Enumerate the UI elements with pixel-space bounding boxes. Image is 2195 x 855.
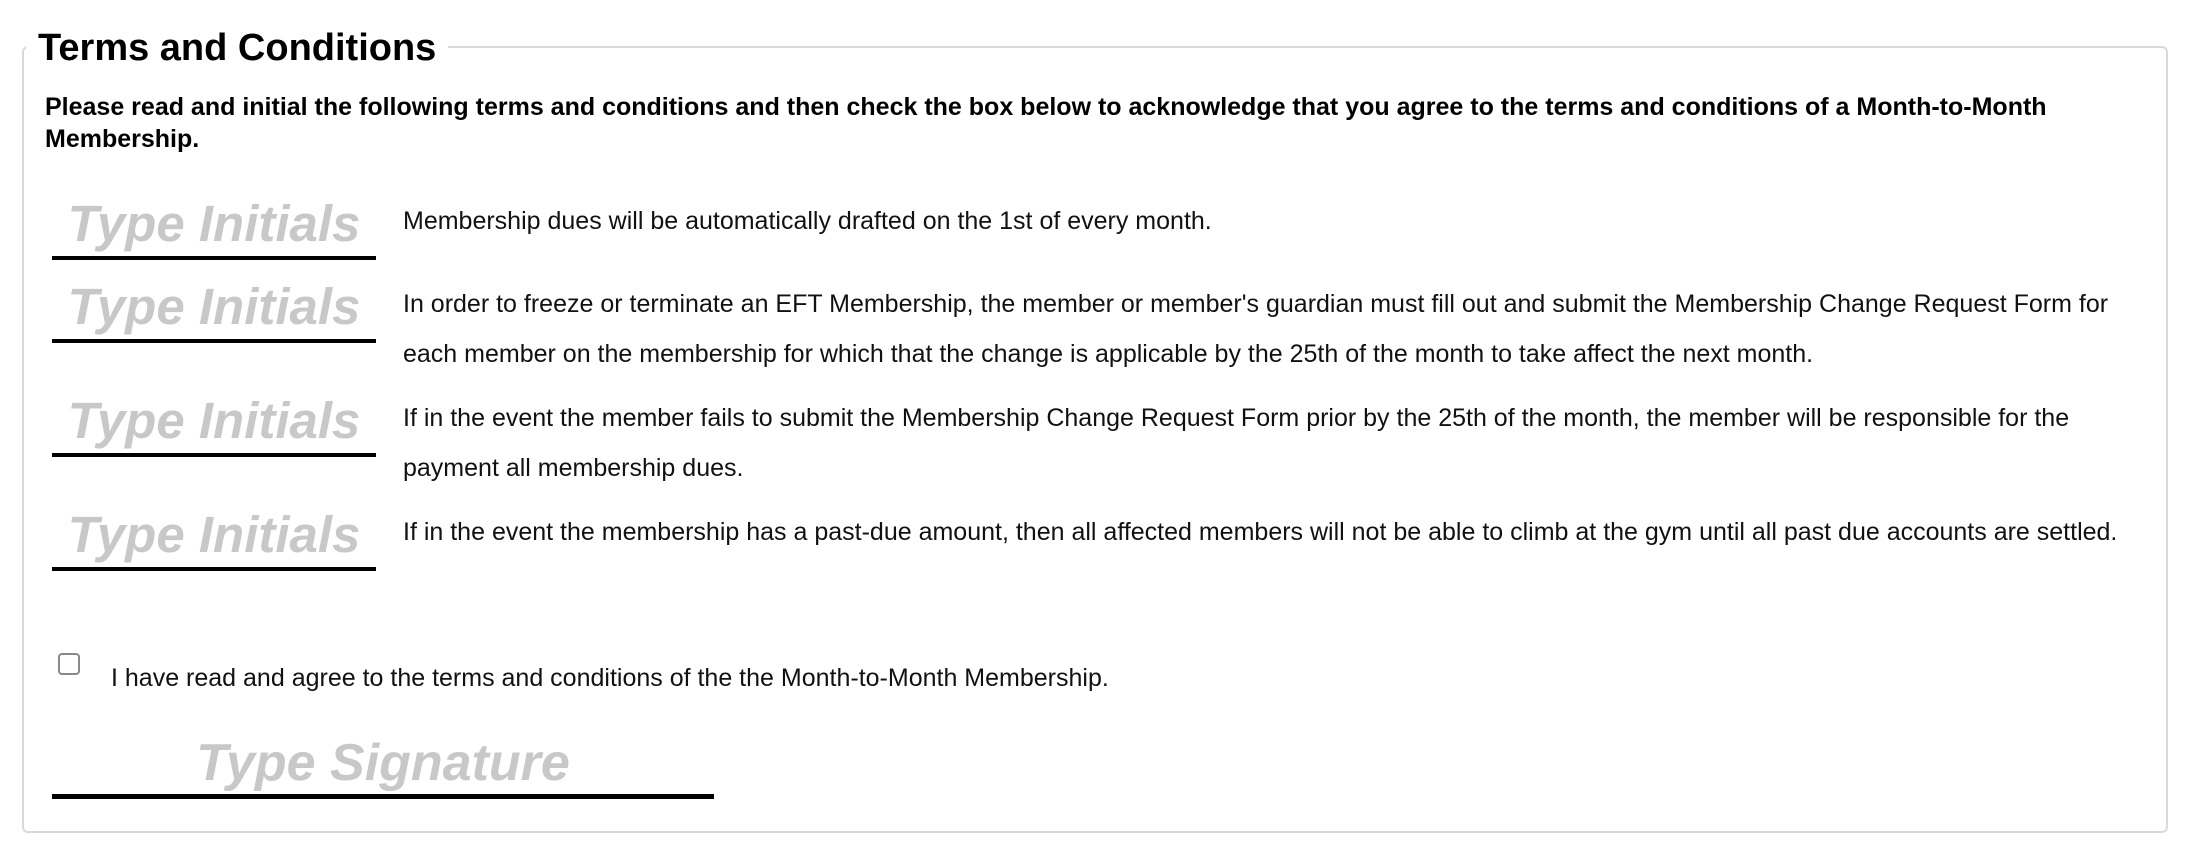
initials-field-1[interactable]: Type Initials bbox=[52, 196, 376, 260]
section-title: Terms and Conditions bbox=[26, 20, 448, 76]
initials-field-4[interactable]: Type Initials bbox=[52, 507, 376, 571]
term-item-1 bbox=[45, 196, 2155, 260]
agreement-row bbox=[58, 648, 1109, 692]
term-item-2 bbox=[45, 279, 2155, 379]
agree-checkbox[interactable] bbox=[58, 653, 80, 675]
initials-field-3[interactable]: Type Initials bbox=[52, 393, 376, 457]
term-text-2: In order to freeze or terminate an EFT Membership, the member or member's guardian must fill out and submit the Membership Change Request Form for each member on the membership for which that the change is applicable by the 25th of the month to take affect the next month. bbox=[403, 290, 2109, 368]
term-text-4: If in the event the membership has a past-due amount, then all affected members will not be able to climb at the gym until all past due accounts are settled. bbox=[403, 518, 2118, 546]
term-item-3 bbox=[45, 393, 2155, 493]
signature-field[interactable]: Type Signature bbox=[52, 732, 714, 799]
terms-intro: Please read and initial the following terms and conditions and then check the box below to acknowledge that you agree to the terms and conditions of a Month-to-Month Membership. bbox=[45, 93, 2047, 153]
term-text-1: Membership dues will be automatically drafted on the 1st of every month. bbox=[403, 207, 1212, 235]
term-text-3: If in the event the member fails to submit the Membership Change Request Form prior by the 25th of the month, the member will be responsible for the payment all membership dues. bbox=[403, 404, 2070, 482]
term-item-4 bbox=[45, 507, 2155, 571]
initials-field-2[interactable]: Type Initials bbox=[52, 279, 376, 343]
agree-label[interactable]: I have read and agree to the terms and conditions of the the Month-to-Month Membership. bbox=[111, 664, 1109, 692]
